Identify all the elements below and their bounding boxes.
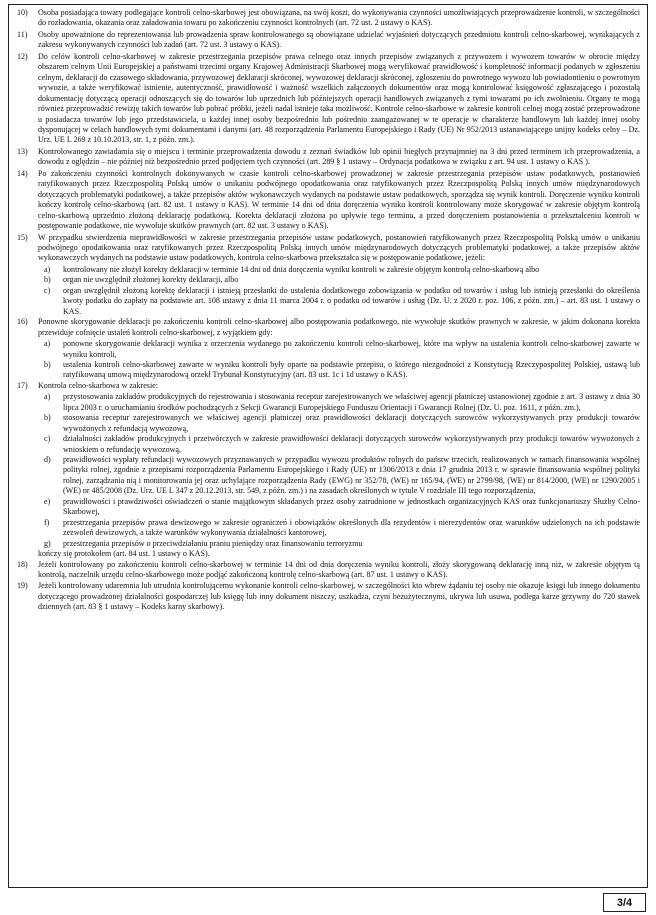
sub-item-label: d) — [44, 455, 51, 465]
item-tail-text: kończy się protokołem (art. 84 ust. 1 ustawy o KAS). — [38, 549, 210, 559]
item-text: Do celów kontroli celno-skarbowej w zakresie przestrzegania przepisów prawa celnego oraz innych przepisów związanych z przywozem i wywozem towarów w obrocie między obszarem celnym Unii Europejskiej a państwami trzecimi organy Krajowej Administracji Skarbowej mogą weryfikować prawidłowość i kompletność informacji podanych w zgłoszeniu celnym, deklaracji do czasowego składowania, przywozowej deklaracji skróconej, wywozowej deklaracji skróconej, zgłoszeniu do powrotnego wywozu lub powiadomieniu o powrotnym wywozie, a także weryfikować istnienie, autentyczność, prawidłowość i ważność wszelkich załączonych dokumentów oraz mogą kontrolować księgowość zgłaszającego i pozostałą dokumentację dotyczącą operacji odnoszących się do towarów lub uprzednich lub późniejszych operacji handlowych związanych z tymi towarami po ich zwolnieniu. Organy te mogą również przeprowadzić rewizję takich towarów lub pobrać próbki, jeżeli nadal istnieje taka możliwość. Kontrole celno-skarbowe w zakresie kontroli celnej mogą zostać przeprowadzone u posiadacza towarów lub jego przedstawiciela, u każdej innej osoby bezpośrednio lub pośrednio zaangażowanej w te operacje w charakterze handlowym lub każdej innej osoby dysponującej w celach handlowych tymi dokumentami i danymi (art. 48 rozporządzenia Parlamentu Europejskiego i Rady (UE) Nr 952/2013 ustanawiającego unijny kodeks celny – Dz. Urz. UE L 269 z 10.10.2013, str. 1, z późn. zm.). — [38, 51, 640, 145]
sub-item — [38, 518, 640, 539]
sub-item-label: a) — [44, 339, 51, 349]
item-number: 14) — [17, 168, 28, 178]
sub-item — [38, 339, 640, 360]
sub-list — [38, 265, 640, 317]
sub-item — [38, 455, 640, 497]
sub-item-text: ustalenia kontroli celno-skarbowej zawarte w wyniku kontroli były oparte na podstawie przepisu, o którego niezgodności z Konstytucją Rzeczypospolitej Polskiej, ustawą lub ratyfikowaną umową międzynarodową orzekł Trybunał Konstytucyjny (art. 83 ust. 1c i 1d ustawy o KAS). — [63, 359, 640, 380]
sub-item-label: e) — [44, 496, 51, 506]
sub-item-text: stosowania receptur zarejestrowanych we właściwej agencji płatniczej oraz prawidłowości deklaracji dotyczących surowców wykorzystywanych przy produkcji towarów wywożonych z refundacją wywozową, — [63, 413, 640, 433]
sub-item-label: f) — [44, 517, 50, 527]
sub-item-text: działalności zakładów produkcyjnych i przetwórczych w zakresie prawidłowości deklaracji dotyczących surowców wykorzystywanych przy produkcji towarów wywożonych z wnioskiem o refundację wywozową, — [63, 434, 640, 454]
list-item — [17, 169, 640, 232]
list-item — [17, 233, 640, 264]
sub-item — [38, 265, 640, 275]
list-item — [17, 147, 640, 168]
sub-item-label: c) — [44, 285, 51, 295]
item-number: 17) — [17, 380, 28, 390]
sub-item-text: przestrzegania przepisów prawa dewizowego w zakresie ograniczeń i obowiązków określonych dla rezydentów i nierezydentów oraz warunków udzielonych na ich podstawie zezwoleń dewizowych, a także warunków wykonywania działalności kantorowej, — [63, 517, 640, 538]
list-item — [17, 8, 640, 29]
sub-item — [38, 275, 640, 285]
sub-item-label: b) — [44, 359, 51, 369]
item-text: Po zakończeniu czynności kontrolnych dokonywanych w czasie kontroli celno-skarbowej prowadzonej w zakresie przestrzegania przepisów ustaw podatkowych, postanowień ratyfikowanych przez Rzeczpospolitą Polską umów o unikaniu podwójnego opodatkowania oraz ratyfikowanych przez Rzeczpospolitą Polską innych umów międzynarodowych dotyczących problematyki podatkowej, a także przepisów aktów wykonawczych wydanych na podstawie ustaw podatkowych, sporządza się wynik kontroli. Doręczenie wyniku kontroli kończy kontrolę celno-skarbową (art. 82 ust. 1 ustawy o KAS). W terminie 14 dni od dnia doręczenia wyniku kontroli kontrolowany może skorygować w zakresie objętym kontrolą celno-skarbową uprzednio złożoną deklarację podatkową. Korekta deklaracji złożona po upływie tego terminu, a przed doręczeniem postanowienia o przekształceniu kontroli w postępowanie podatkowe, nie wywołuje skutków prawnych (art. 82 ust. 3 ustawy o KAS). — [38, 168, 640, 231]
item-text: Jeżeli kontrolowany po zakończeniu kontroli celno-skarbowej w terminie 14 dni od dnia doręczenia wyniku kontroli, złoży skorygowaną deklarację inną niż, w zakresie objętym tą kontrolą, naczelnik urzędu celno-skarbowego może podjąć zakończoną kontrolę celno-skarbową (art. 87 ust. 1 ustawy o KAS). — [38, 559, 640, 580]
item-text: Osoby upoważnione do reprezentowania lub prowadzenia spraw kontrolowanego są obowiązane udzielać wyjaśnień dotyczących przedmiotu kontroli celno-skarbowej, wynikających z zakresu wykonywanych czynności lub zadań (art. 72 ust. 3 ustawy o KAS). — [38, 29, 640, 50]
item-text: Kontrolowanego zawiadamia się o miejscu i terminie przeprowadzenia dowodu z zeznań świadków lub opinii biegłych przynajmniej na 3 dni przed terminem ich przeprowadzenia, a dowodu z oględzin – nie później niż bezpośrednio przed podjęciem tych czynności (art. 289 § 1 ustawy – Ordynacja podatkowa w związku z art. 94 ust. 1 ustawy o KAS ). — [38, 146, 640, 167]
sub-item-label: b) — [44, 413, 51, 423]
item-text: Ponowne skorygowanie deklaracji po zakończeniu kontroli celno-skarbowej albo postępowania podatkowego, nie wywołuje skutków prawnych w zakresie, w jakim dokonana korekta przewiduje cofnięcie ustaleń kontroli celno-skarbowej, z wyjątkiem gdy: — [38, 317, 640, 337]
sub-item — [38, 539, 640, 549]
sub-list — [38, 339, 640, 381]
document-frame — [8, 4, 648, 888]
item-number: 12) — [17, 51, 28, 61]
sub-item-label: c) — [44, 434, 51, 444]
list-item — [17, 30, 640, 51]
sub-item-text: ponowne skorygowanie deklaracji wynika z orzeczenia wydanego po zakończeniu kontroli celno-skarbowej, które ma wpływ na ustalenia kontroli celno-skarbowej zawarte w wyniku kontroli, — [63, 339, 640, 359]
item-number: 19) — [17, 581, 28, 591]
sub-item — [38, 360, 640, 381]
sub-item-text: organ nie uwzględnił złożonej korekty deklaracji, albo — [63, 275, 239, 285]
sub-item — [38, 413, 640, 434]
list-item — [17, 317, 640, 338]
item-text: Kontrola celno-skarbowa w zakresie: — [38, 380, 158, 390]
page-number: 3/4 — [603, 893, 646, 912]
sub-item-text: przystosowania zakładów produkcyjnych do rejestrowania i stosowania receptur zarejestrowanych we właściwej agencji płatniczej ustanowionej zgodnie z art. 3 ustawy z dnia 30 lipca 2003 r. o uruchamianiu środków pochodzących z Sekcji Gwarancji Europejskiego Funduszu Orientacji i Gwarancji Rolnej (Dz. U. poz. 1611, z późn. zm.), — [63, 392, 640, 412]
item-number: 16) — [17, 317, 28, 327]
sub-item-text: organ uwzględnił złożoną korektę deklaracji i istnieją przesłanki do ustalenia dodatkowego zobowiązania w podatku od towarów i usług lub istnieją przesłanki do określenia kwoty podatku do zapłaty na podstawie art. 108 ustawy z dnia 11 marca 2004 r. o podatku od towarów i usług (Dz. U. z 2020 r. poz. 106, z późn. zm.) – art. 83 ust. 1 ustawy o KAS. — [63, 285, 640, 316]
sub-item-label: g) — [44, 538, 51, 548]
sub-item-text: kontrolowany nie złożył korekty deklaracji w terminie 14 dni od dnia doręczenia wyniku kontroli w zakresie objętym kontrolą celno-skarbową albo — [63, 264, 540, 274]
list-item — [17, 560, 640, 581]
sub-list — [38, 392, 640, 549]
item-text: W przypadku stwierdzenia nieprawidłowości w zakresie przestrzegania przepisów ustaw podatkowych, postanowień ratyfikowanych przez Rzeczpospolitą Polską umów o unikaniu podwójnego opodatkowania oraz ratyfikowanych przez Rzeczpospolitą Polską innych umów międzynarodowych dotyczących problematyki podatkowej, a także przepisów aktów wykonawczych wydanych na podstawie ustaw podatkowych, kontrola celno-skarbowa przekształca się w postępowanie podatkowe, jeżeli: — [38, 232, 640, 263]
item-number: 15) — [17, 232, 28, 242]
list-item — [17, 381, 640, 391]
sub-item-text: prawidłowości wypłaty refundacji wywozowych przyznawanych w przypadku wywozu produktów rolnych do państw trzecich, realizowanych w ramach finansowania wspólnej polityki rolnej, zgodnie z przepisami rozporządzenia Parlamentu Europejskiego i Rady (UE) nr 1306/2013 z dnia 17 grudnia 2013 r. w sprawie finansowania wspólnej polityki rolnej, zarządzania nią i monitorowania jej oraz uchylające rozporządzenia Rady (EWG) nr 352/78, (WE) nr 165/94, (WE) nr 2799/98, (WE) nr 814/2000, (WE) nr 1290/2005 i (WE) nr 485/2008 (Dz. Urz. UE L 347 z 20.12.2013, str. 549, z późn. zm.) i na zasadach określonych w tytule V rozdziale III tego rozporządzenia, — [63, 455, 640, 496]
sub-item — [38, 392, 640, 413]
list-item — [17, 52, 640, 146]
item-number: 13) — [17, 146, 28, 156]
sub-item — [38, 286, 640, 317]
sub-item-label: a) — [44, 392, 51, 402]
item-text: Osoba posiadająca towary podlegające kontroli celno-skarbowej jest obowiązana, na swój koszt, do wykonywania czynności umożliwiających przeprowadzenie kontroli, w szczególności do rozładowania, okazania oraz załadowania towaru po zakończeniu czynności kontrolnych (art. 72 ust. 2 ustawy o KAS). — [38, 8, 640, 28]
list-item — [17, 581, 640, 612]
sub-item-text: prawidłowości i prawdziwości oświadczeń o stanie majątkowym składanych przez osoby zatrudnione w jednostkach organizacyjnych KAS oraz funkcjonariuszy Służby Celno-Skarbowej, — [63, 496, 640, 517]
item-number: 18) — [17, 559, 28, 569]
sub-item-text: przestrzegania przepisów o przeciwdziałaniu praniu pieniędzy oraz finansowaniu terroryzmu — [63, 538, 363, 548]
sub-item-label: a) — [44, 264, 51, 274]
sub-item — [38, 434, 640, 455]
sub-item-label: b) — [44, 275, 51, 285]
item-number: 10) — [17, 8, 28, 17]
sub-item — [38, 497, 640, 518]
item-number: 11) — [17, 29, 28, 39]
item-text: Jeżeli kontrolowany udaremnia lub utrudnia kontrolującemu wykonanie kontroli celno-skarbowej, w szczególności kto wbrew żądaniu tej osoby nie okazuje księgi lub innego dokumentu dotyczącego prowadzonej działalności gospodarczej lub księgę lub inny dokument niszczy, uszkadza, czyni bezużytecznymi, ukrywa lub usuwa, podlega karze grzywny do 720 stawek dziennych (art. 83 § 1 ustawy – Kodeks karny skarbowy). — [38, 581, 640, 612]
